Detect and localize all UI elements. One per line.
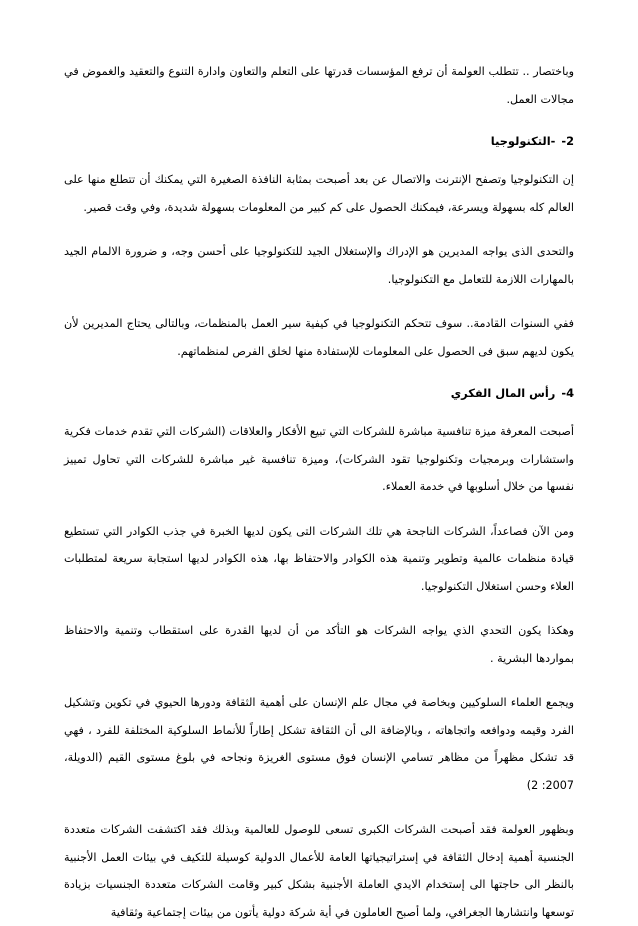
paragraph-human-resources: وهكذا يكون التحدي الذي يواجه الشركات هو التأكد من أن لديها القدرة على استقطاب وتنمية والاحتفاظ بمواردها البشرية . (64, 624, 574, 665)
section-number: 4- (561, 386, 574, 400)
section-title: رأس المال الفكري (450, 386, 556, 400)
paragraph-coming-years: ففي السنوات القادمة.. سوف تتحكم التكنولوجيا في كيفية سير العمل بالمنظمات، وبالتالى يحتاج المديرين لأن يكون لديهم سبق فى الحصول على المعلومات للإستفادة منها لخلق الفرص لمنظماتهم. (64, 317, 574, 358)
section-number: 2- (561, 134, 574, 148)
section-title: -التكنولوجيا (490, 134, 556, 148)
paragraph-multinational-companies: وبظهور العولمة فقد أصبحت الشركات الكبرى تسعى للوصول للعالمية وبذلك فقد اكتشفت الشركات متعددة الجنسية أهمية إدخال الثقافة في إستراتيجياتها العامة للأعمال الدولية كوسيلة للتكيف في بيئات العمل الأجنبية بالنظر الى حاجتها الى إستخدام الايدي العاملة الأجنبية بشكل كبير وقامت الشركات متعددة الجنسيات بزيادة توسعها وانتشارها الجغرافي، ولما أصبح العاملون في أية شركة دولية يأتون من بيئات إجتماعية وثقافية (64, 823, 574, 919)
paragraph-managers-challenge: والتحدى الذى يواجه المديرين هو الإدراك والإستغلال الجيد للتكنولوجيا على أحسن وجه، و ضرورة الالمام الجيد بالمهارات اللازمة للتعامل مع التكنولوجيا. (64, 245, 574, 286)
paragraph-globalization-summary: وباختصار .. تتطلب العولمة أن ترفع المؤسسات قدرتها على التعلم والتعاون وادارة التنوع والتعقيد والغموض في مجالات العمل. (64, 65, 574, 106)
paragraph-culture-importance: ويجمع العلماء السلوكيين وبخاصة في مجال علم الإنسان على أهمية الثقافة ودورها الحيوي في تكوين وتشكيل الفرد وقيمه ودوافعه واتجاهاته ، وبالإضافة الى أن الثقافة تشكل إطاراً للأنماط السلوكية المختلفة للفرد ، فهي قد تشكل مظهراً من مظاهر تسامي الإنسان فوق مستوى الغريزة ونجاحه في بلوغ مستوى القيم (الدويلة، 2007: 2) (64, 696, 574, 792)
paragraph-knowledge-advantage: أصبحت المعرفة ميزة تنافسية مباشرة للشركات التي تبيع الأفكار والعلاقات (الشركات التي تقدم خدمات فكرية واستشارات وبرمجيات وتكنولوجيا تقود الشركات)، وميزة تنافسية غير مباشرة للشركات التي تحاول تمييز نفسها من خلال أسلوبها في خدمة العملاء. (64, 425, 574, 493)
paragraph-technology-internet: إن التكنولوجيا وتصفح الإنترنت والاتصال عن بعد أصبحت بمثابة النافذة الصغيرة التي يمكنك أن تتطلع منها على العالم كله بسهولة ويسرعة، فيمكنك الحصول على كم كبير من المعلومات بسهولة شديدة، وفي وقت قصير. (64, 173, 574, 214)
section-heading-intellectual-capital (64, 382, 574, 404)
paragraph-successful-companies: ومن الآن فصاعداً، الشركات الناجحة هي تلك الشركات التى يكون لديها الخبرة في جذب الكوادر التي تستطيع قيادة منظمات عالمية وتطوير وتنمية هذه الكوادر والاحتفاظ بها، هذه الكوادر لديها استجابة سريعة لمتطلبات العلاء وحسن استغلال التكنولوجيا. (64, 524, 574, 593)
section-heading-technology (64, 130, 574, 152)
